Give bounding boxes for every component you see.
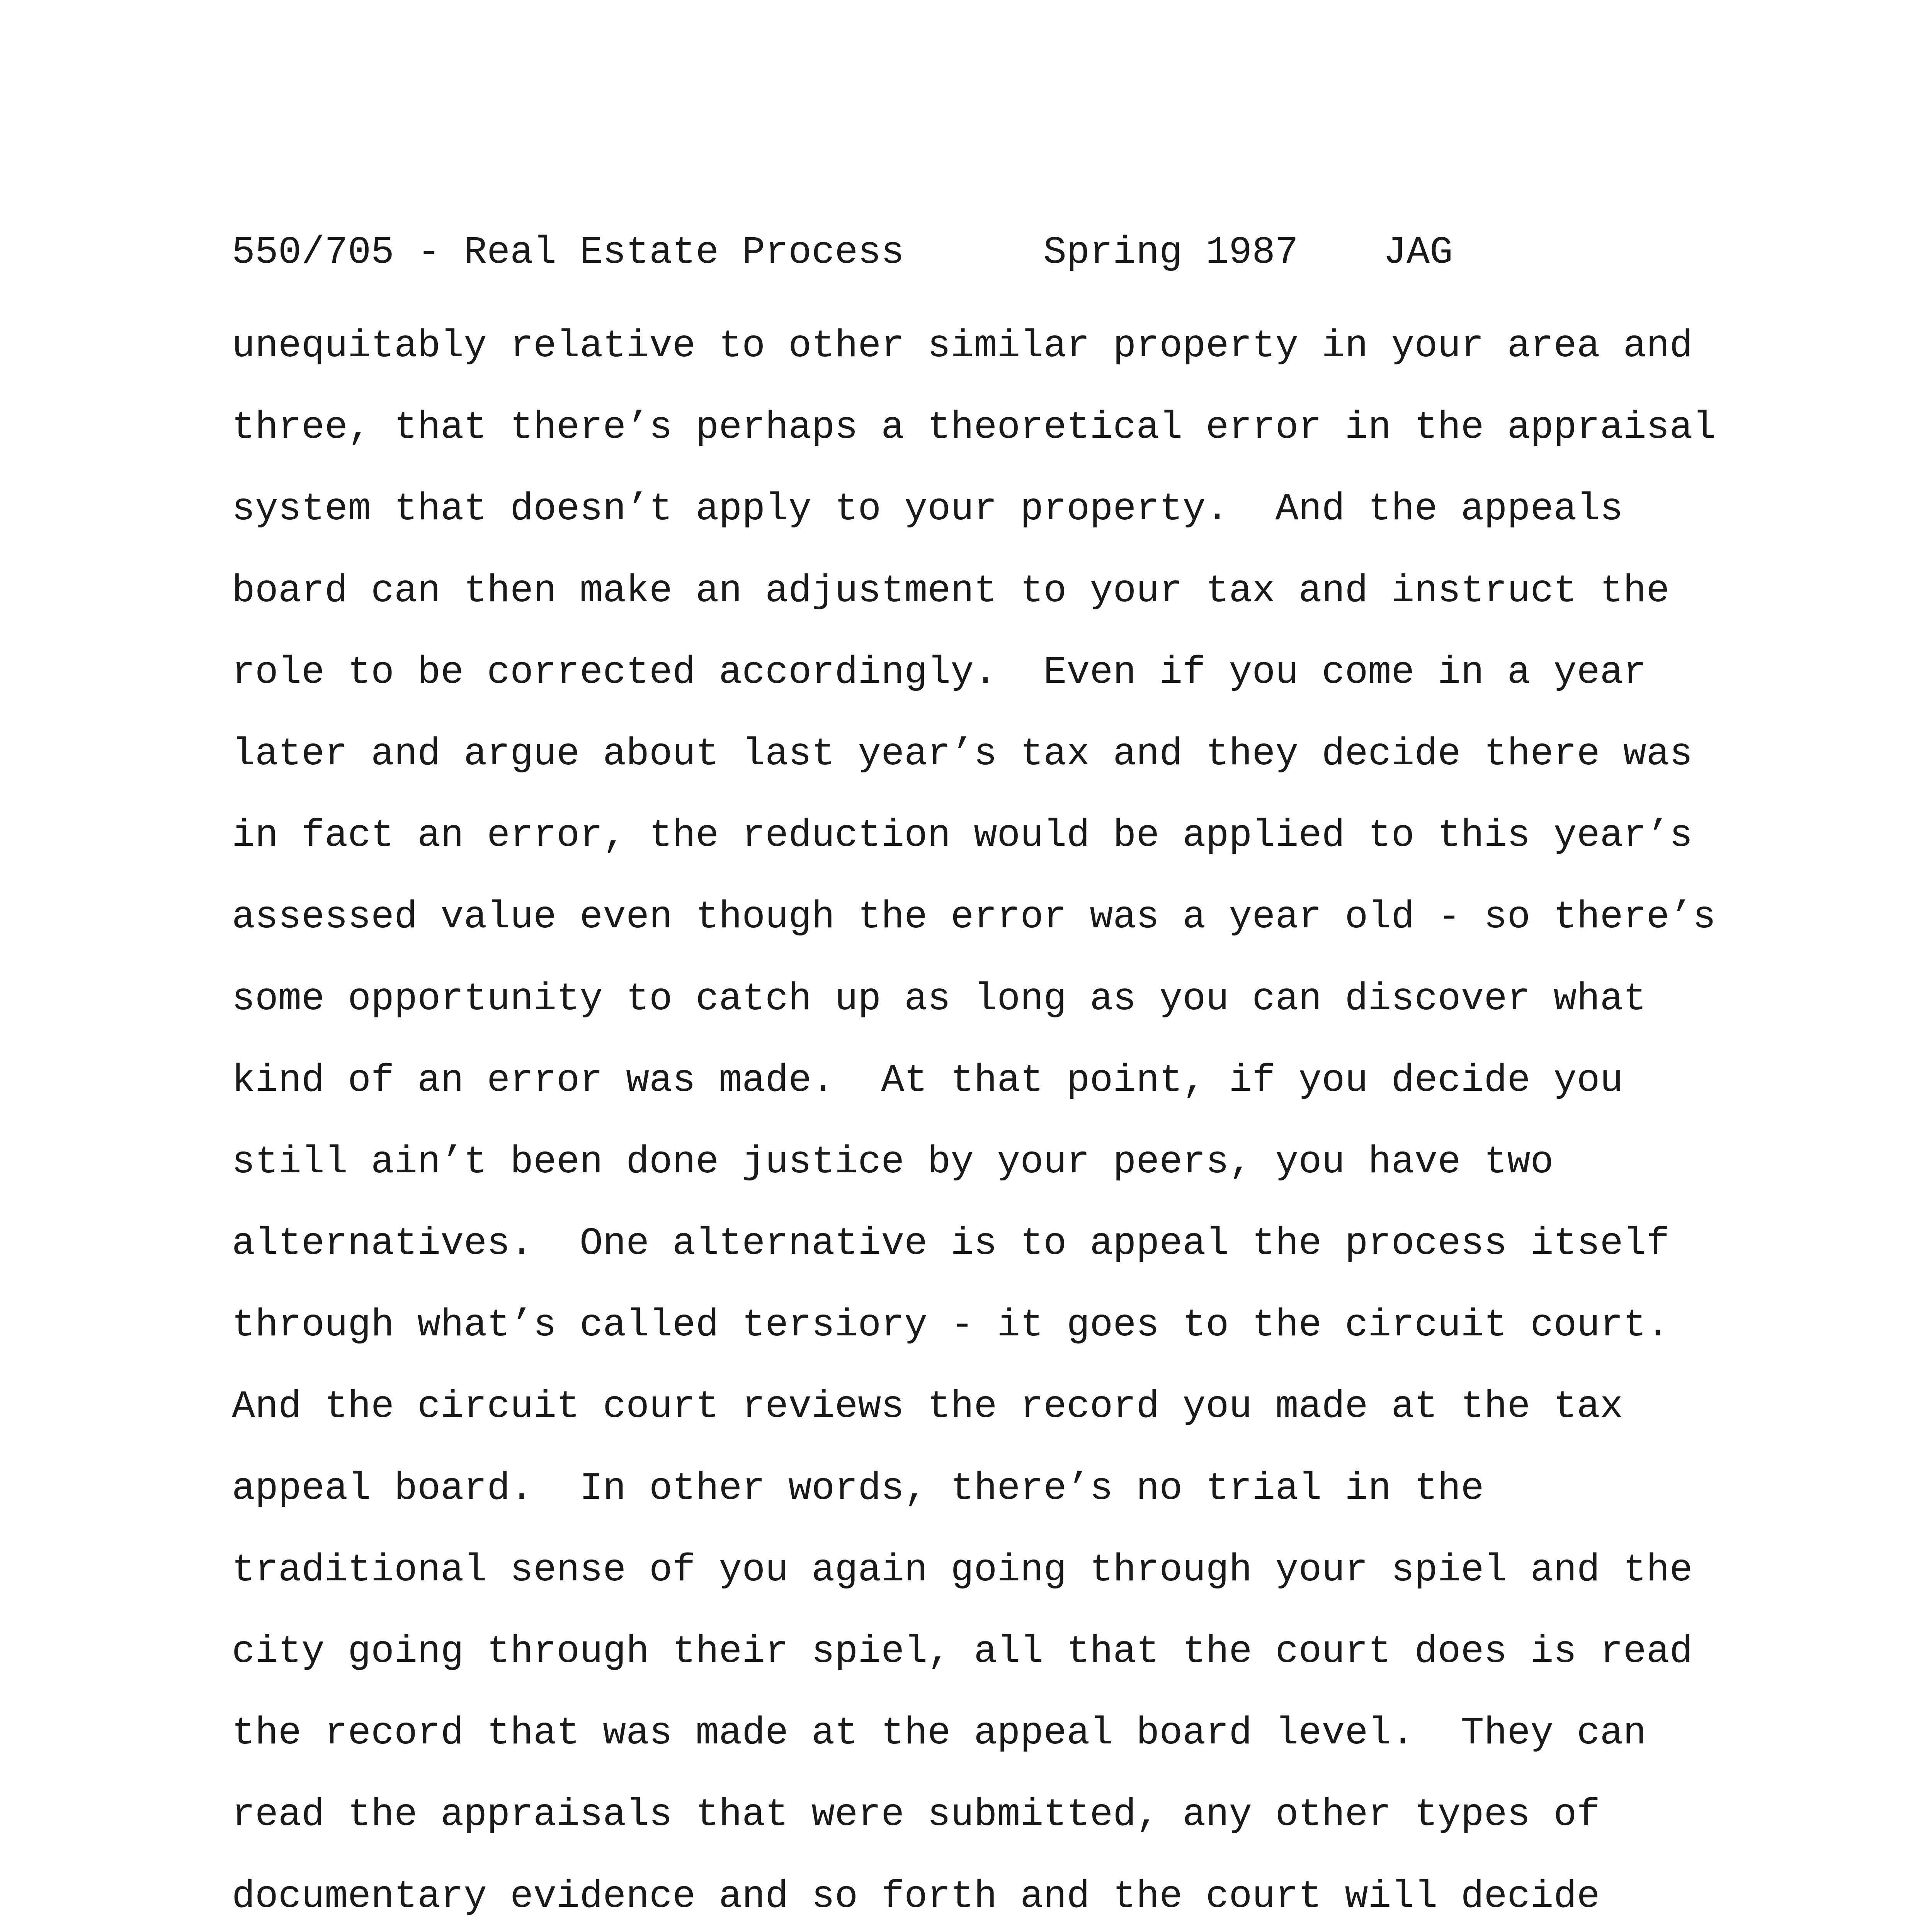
body-line: in fact an error, the reduction would be applied to this year’s	[232, 814, 1693, 858]
body-line: later and argue about last year’s tax and they decide there was	[232, 732, 1693, 776]
body-line: the record that was made at the appeal board level. They can	[232, 1712, 1646, 1756]
body-line: appeal board. In other words, there’s no trial in the	[232, 1467, 1484, 1511]
body-line: city going through their spiel, all that the court does is read	[232, 1630, 1693, 1674]
body-line: some opportunity to catch up as long as you can discover what	[232, 977, 1646, 1021]
body-line: role to be corrected accordingly. Even if you come in a year	[232, 651, 1646, 695]
body-line: unequitably relative to other similar property in your area and	[232, 325, 1693, 368]
body-line: three, that there’s perhaps a theoretical error in the appraisal	[232, 406, 1716, 450]
body-line: board can then make an adjustment to your tax and instruct the	[232, 569, 1670, 613]
page-header	[232, 224, 1453, 282]
body-line: alternatives. One alternative is to appeal the process itself	[232, 1222, 1670, 1266]
body-text	[232, 306, 1777, 1932]
header-term: Spring 1987	[1043, 231, 1299, 275]
body-line: read the appraisals that were submitted, any other types of	[232, 1793, 1600, 1837]
body-line: kind of an error was made. At that point, if you decide you	[232, 1059, 1623, 1103]
body-line: traditional sense of you again going through your spiel and the	[232, 1548, 1693, 1592]
header-course: 550/705 - Real Estate Process	[232, 231, 905, 275]
body-line: assessed value even though the error was a year old - so there’s	[232, 896, 1716, 940]
body-line: And the circuit court reviews the record you made at the tax	[232, 1385, 1623, 1429]
body-line: system that doesn’t apply to your property. And the appeals	[232, 488, 1623, 532]
body-line: still ain’t been done justice by your peers, you have two	[232, 1140, 1554, 1184]
header-initials: JAG	[1383, 231, 1453, 275]
body-line: through what’s called tersiory - it goes to the circuit court.	[232, 1304, 1670, 1348]
body-line: documentary evidence and so forth and the court will decide	[232, 1875, 1600, 1919]
